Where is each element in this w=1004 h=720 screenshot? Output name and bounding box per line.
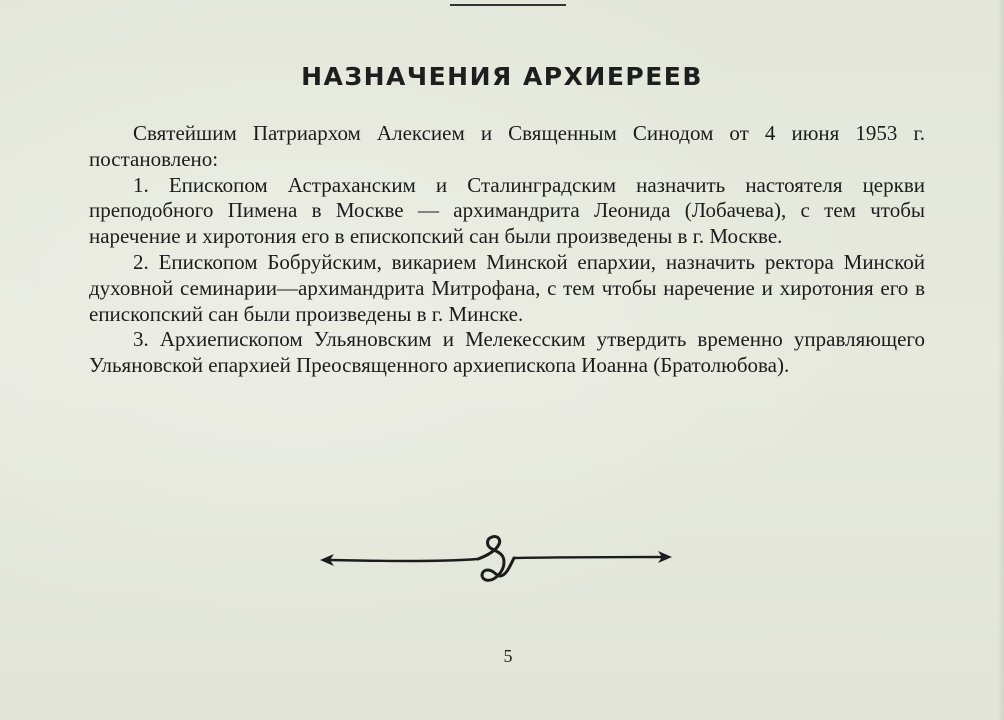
intro-paragraph: Святейшим Патриархом Алексием и Священным Синодом от 4 июня 1953 г. постановлено: [89,121,925,171]
appointment-paragraph-3: 3. Архиепископом Ульяновским и Мелекесским утвердить временно управляющего Ульяновской епархией Преосвященного архиепископа Иоанна (Братолюбова). [89,327,925,378]
page-title: НАЗНАЧЕНИЯ АРХИЕРЕЕВ [301,62,703,91]
appointment-paragraph-1: 1. Епископом Астраханским и Сталинградским назначить настоятеля церкви преподобного Пимена в Москве — архимандрита Леонида (Лобачева), с тем чтобы наречение и хиротония его в епископский сан были произведены в г. Москве. [89,172,925,249]
top-rule [450,4,566,6]
page-number: 5 [503,646,513,666]
page-edge-shadow [998,0,1004,720]
article-body [89,121,925,379]
divider-ornament-icon [318,532,674,588]
appointment-paragraph-2: 2. Епископом Бобруйским, викарием Минской епархии, назначить ректора Минской духовной семинарии—архимандрита Митрофана, с тем чтобы наречение и хиротония его в епископский сан были произведены в г. Минске. [89,249,925,326]
